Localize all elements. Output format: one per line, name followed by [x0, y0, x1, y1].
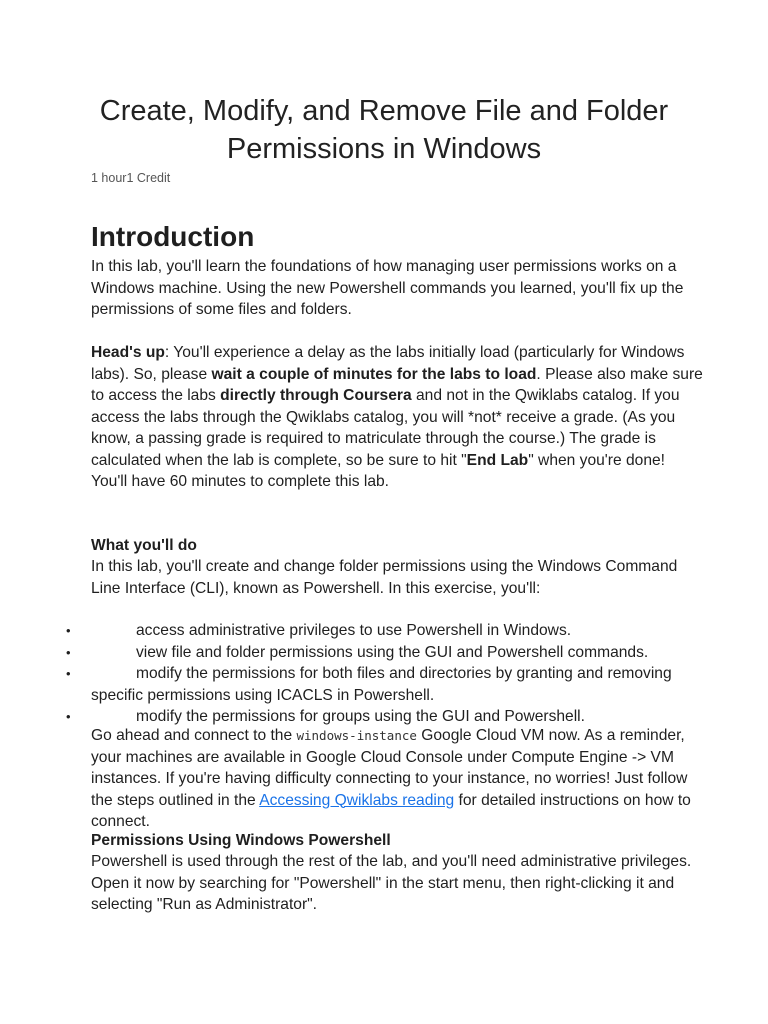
heads-up-label: Head's up [91, 344, 165, 361]
what-youll-do-paragraph: In this lab, you'll create and change folder permissions using the Windows Command Line Interface (CLI), known as Powershell. In this exercise, you'll: [91, 558, 678, 597]
list-item-text: modify the permissions for groups using the GUI and Powershell. [136, 708, 585, 725]
heads-up-text-3: and not in the Qwiklabs catalog. If you access the labs through the Qwiklabs catalog, you will *not* receive a grade. (As you know, a passing grade is required to matriculate through the course.) The grade is calculated when the lab is complete, so be sure to hit " [91, 387, 680, 469]
connect-text-3: for detailed instructions on how to connect. [91, 791, 691, 830]
heads-up-text-2: . Please also make sure to access the labs [91, 365, 703, 404]
powershell-section-heading: Permissions Using Windows Powershell [91, 832, 391, 849]
list-item-text: view file and folder permissions using the GUI and Powershell commands. [136, 643, 649, 661]
connect-paragraph [91, 725, 711, 833]
powershell-paragraph: Powershell is used through the rest of the lab, and you'll need administrative privileges. Open it now by searching for "Powershell" in the start menu, then right-clicking it and selecting "Run as Administrator". [91, 853, 692, 913]
bullet-marker: • [66, 644, 71, 660]
heads-up-bold-coursera: directly through Coursera [220, 387, 412, 404]
list-item [0, 642, 700, 664]
accessing-qwiklabs-link[interactable]: Accessing Qwiklabs reading [259, 791, 455, 809]
list-item [0, 663, 700, 706]
page-title: Create, Modify, and Remove File and Folder Permissions in Windows [99, 95, 669, 165]
list-item-text: access administrative privileges to use Powershell in Windows. [136, 622, 572, 639]
intro-paragraph: In this lab, you'll learn the foundations of how managing user permissions works on a Windows machine. Using the new Powershell commands you learned, you'll fix up the permissions of some files and folders. [91, 258, 684, 318]
heads-up-text-4: " when you're done! [528, 451, 666, 469]
heads-up-text-1: : You'll experience a delay as the labs initially load (particularly for Windows labs). So, please [91, 344, 685, 383]
task-list [0, 620, 700, 728]
bullet-marker: • [66, 623, 71, 638]
list-item-text: modify the permissions for both files and directories by granting and removing specific permissions using ICACLS in Powershell. [91, 665, 672, 704]
lab-duration: 1 hour [91, 171, 127, 185]
instance-name-code: windows-instance [296, 728, 417, 743]
heads-up-paragraph [91, 342, 711, 493]
introduction-heading: Introduction [91, 221, 255, 252]
heads-up-bold-end-lab: End Lab [466, 451, 529, 469]
lab-meta [91, 170, 170, 186]
bullet-marker: • [66, 666, 71, 681]
what-youll-do-heading: What you'll do [91, 537, 197, 554]
connect-text-2: Google Cloud VM now. As a reminder, your machines are available in Google Cloud Console under Compute Engine -> VM instances. If you're having difficulty connecting to your instance, no worries! Just follow the steps outlined in the [91, 727, 688, 809]
bullet-marker: • [66, 709, 71, 724]
list-item [0, 620, 700, 642]
heads-up-bold-wait: wait a couple of minutes for the labs to load [211, 365, 537, 383]
connect-text-1: Go ahead and connect to the [91, 727, 297, 744]
lab-time-limit: You'll have 60 minutes to complete this lab. [91, 473, 389, 490]
lab-credit: 1 Credit [126, 171, 171, 185]
